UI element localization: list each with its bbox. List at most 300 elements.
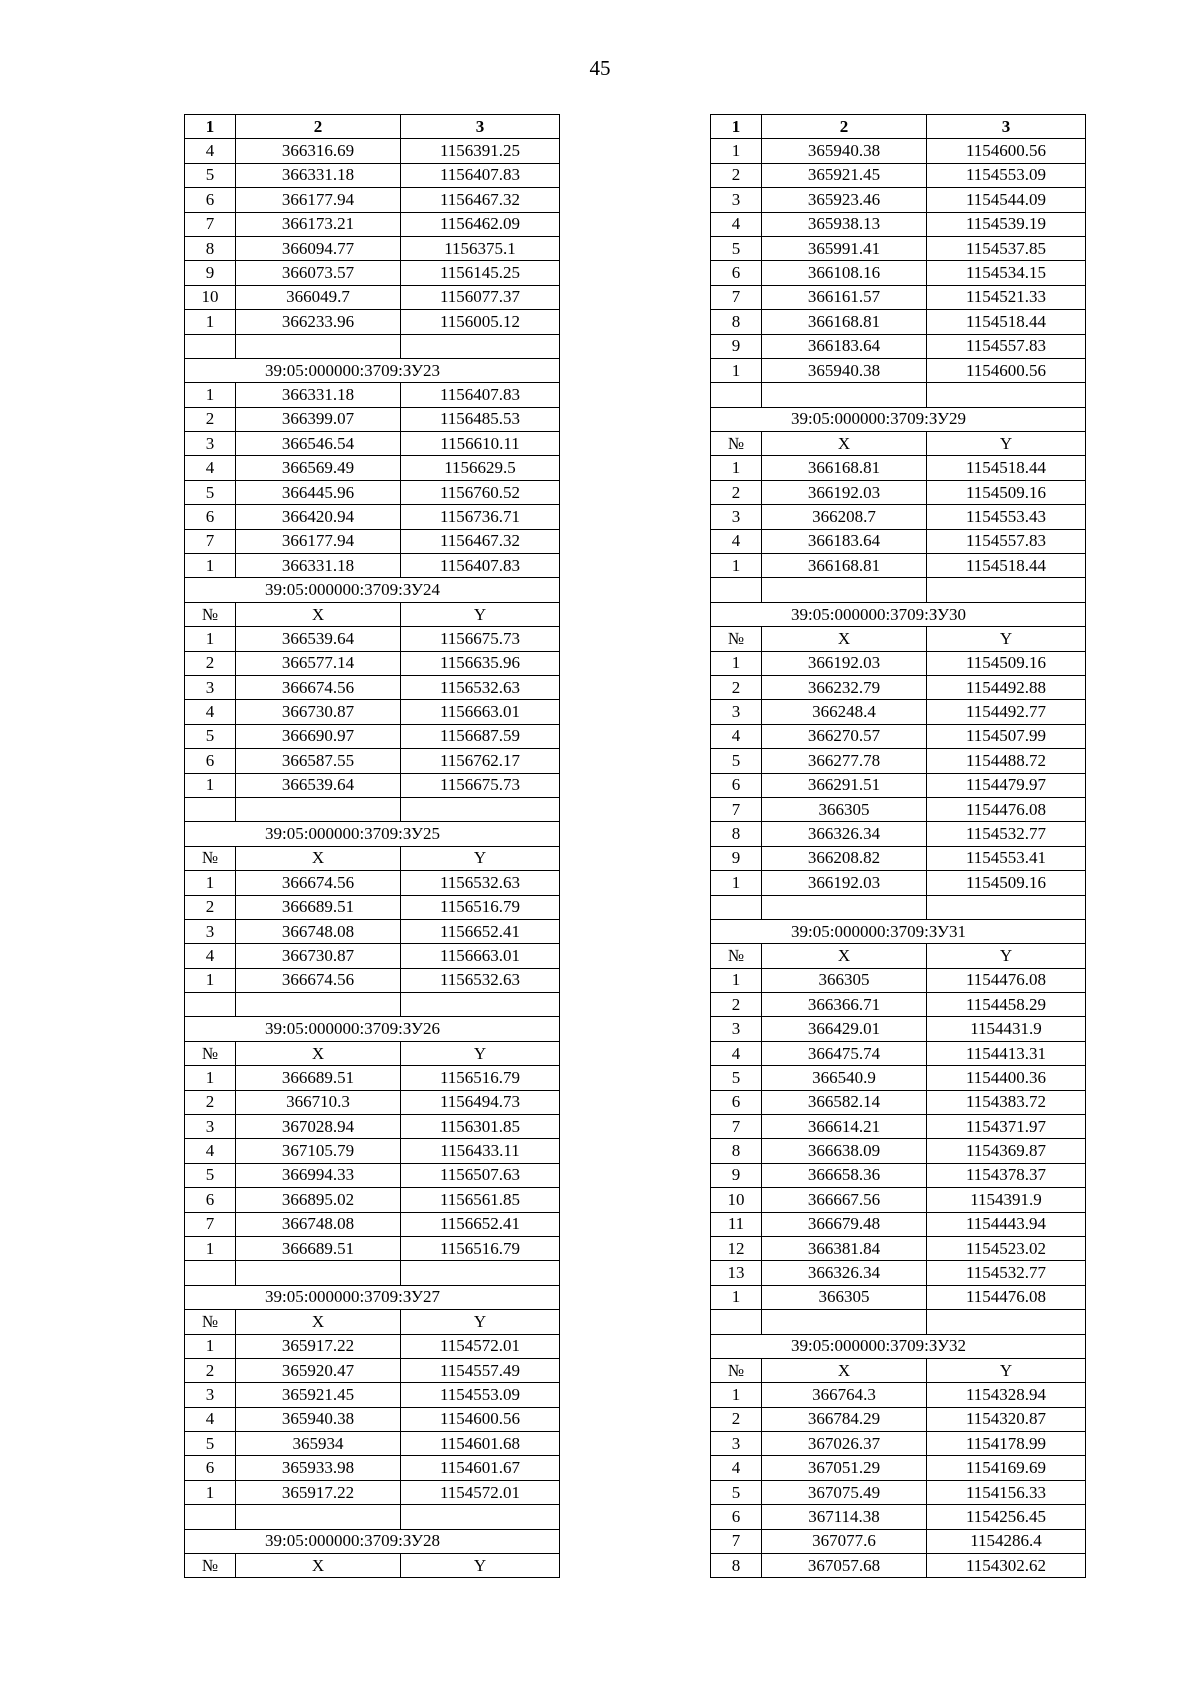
x-coordinate-cell: 366638.09	[762, 1139, 927, 1163]
empty-cell	[236, 1261, 401, 1285]
point-number-cell: 5	[185, 480, 236, 504]
table-row	[711, 1041, 1086, 1065]
empty-cell	[927, 1310, 1086, 1334]
point-number-cell: 8	[711, 822, 762, 846]
table-row	[711, 797, 1086, 821]
table-row	[185, 236, 560, 260]
table-row	[711, 212, 1086, 236]
table-row	[185, 1139, 560, 1163]
x-coordinate-cell: 366108.16	[762, 261, 927, 285]
x-coordinate-cell: 366366.71	[762, 993, 927, 1017]
table-row	[711, 261, 1086, 285]
point-number-cell: №	[185, 1310, 236, 1334]
point-number-cell: 2	[185, 1090, 236, 1114]
point-number-cell: 8	[185, 236, 236, 260]
table-row	[185, 1407, 560, 1431]
point-number-cell: 4	[185, 139, 236, 163]
y-coordinate-cell: 1156494.73	[401, 1090, 560, 1114]
x-coordinate-cell: 366582.14	[762, 1090, 927, 1114]
x-coordinate-cell: 366710.3	[236, 1090, 401, 1114]
point-number-cell: 9	[711, 334, 762, 358]
y-coordinate-cell: 1154518.44	[927, 554, 1086, 578]
table-row	[711, 1017, 1086, 1041]
y-coordinate-cell: 1156635.96	[401, 651, 560, 675]
blank-row	[185, 1505, 560, 1529]
table-row	[185, 1163, 560, 1187]
blank-row	[185, 993, 560, 1017]
point-number-cell: 3	[185, 919, 236, 943]
y-coordinate-cell: 1154523.02	[927, 1236, 1086, 1260]
x-coordinate-cell: 366233.96	[236, 310, 401, 334]
y-coordinate-cell: 3	[401, 115, 560, 139]
y-coordinate-cell: 1156561.85	[401, 1188, 560, 1212]
x-coordinate-cell: 366475.74	[762, 1041, 927, 1065]
x-coordinate-cell: 366730.87	[236, 700, 401, 724]
table-row	[711, 139, 1086, 163]
table-row	[711, 1456, 1086, 1480]
y-coordinate-cell: 1154572.01	[401, 1334, 560, 1358]
point-number-cell: 1	[185, 773, 236, 797]
table-row	[711, 749, 1086, 773]
y-coordinate-cell: 1156652.41	[401, 919, 560, 943]
x-coordinate-cell: 366291.51	[762, 773, 927, 797]
point-number-cell: 7	[185, 529, 236, 553]
x-coordinate-cell: 366094.77	[236, 236, 401, 260]
table-row	[711, 1139, 1086, 1163]
x-coordinate-cell: 366764.3	[762, 1383, 927, 1407]
point-number-cell: 6	[185, 505, 236, 529]
x-coordinate-cell: 365917.22	[236, 1334, 401, 1358]
table-row	[711, 700, 1086, 724]
y-coordinate-cell: 1156485.53	[401, 407, 560, 431]
table-row	[185, 749, 560, 773]
table-row	[711, 1529, 1086, 1553]
y-coordinate-cell: Y	[927, 627, 1086, 651]
table-row	[711, 1163, 1086, 1187]
point-number-cell: №	[711, 627, 762, 651]
y-coordinate-cell: 1154509.16	[927, 480, 1086, 504]
empty-cell	[185, 1505, 236, 1529]
table-row	[185, 529, 560, 553]
y-coordinate-cell: 1156532.63	[401, 871, 560, 895]
table-row	[185, 139, 560, 163]
y-coordinate-cell: 1154557.49	[401, 1358, 560, 1382]
x-coordinate-cell: 366569.49	[236, 456, 401, 480]
point-number-cell: 2	[185, 1358, 236, 1382]
y-coordinate-cell: 1154443.94	[927, 1212, 1086, 1236]
x-coordinate-cell: 367026.37	[762, 1432, 927, 1456]
x-coordinate-cell: 366192.03	[762, 651, 927, 675]
y-coordinate-cell: Y	[927, 1358, 1086, 1382]
empty-cell	[401, 1261, 560, 1285]
x-coordinate-cell: 367114.38	[762, 1505, 927, 1529]
x-coordinate-cell: 366540.9	[762, 1066, 927, 1090]
x-coordinate-cell: 366208.7	[762, 505, 927, 529]
x-coordinate-cell: 367077.6	[762, 1529, 927, 1553]
point-number-cell: 1	[185, 1066, 236, 1090]
table-row	[185, 773, 560, 797]
x-coordinate-cell: 365920.47	[236, 1358, 401, 1382]
table-row	[185, 1456, 560, 1480]
point-number-cell: 1	[711, 115, 762, 139]
parcel-title: 39:05:000000:3709:ЗУ31	[711, 919, 1086, 943]
page-number: 45	[589, 56, 611, 80]
y-coordinate-cell: 1154532.77	[927, 1261, 1086, 1285]
point-number-cell: 4	[185, 456, 236, 480]
x-coordinate-cell: 366674.56	[236, 968, 401, 992]
point-number-cell: 12	[711, 1236, 762, 1260]
blank-row	[185, 334, 560, 358]
point-number-cell: 2	[711, 480, 762, 504]
point-number-cell: 6	[185, 188, 236, 212]
point-number-cell: 1	[185, 627, 236, 651]
y-coordinate-cell: 1154553.43	[927, 505, 1086, 529]
x-coordinate-cell: 366730.87	[236, 944, 401, 968]
table-row	[711, 993, 1086, 1017]
point-number-cell: 3	[711, 1432, 762, 1456]
coordinates-table-left	[184, 114, 560, 1578]
y-coordinate-cell: 1156675.73	[401, 627, 560, 651]
table-row	[185, 212, 560, 236]
x-coordinate-cell: 366587.55	[236, 749, 401, 773]
x-coordinate-cell: X	[236, 602, 401, 626]
x-coordinate-cell: 365934	[236, 1432, 401, 1456]
x-coordinate-cell: 367105.79	[236, 1139, 401, 1163]
y-coordinate-cell: 1154557.83	[927, 529, 1086, 553]
x-coordinate-cell: 366331.18	[236, 163, 401, 187]
x-coordinate-cell: X	[236, 1041, 401, 1065]
parcel-title: 39:05:000000:3709:ЗУ24	[185, 578, 560, 602]
x-coordinate-cell: 366192.03	[762, 480, 927, 504]
x-coordinate-cell: 366248.4	[762, 700, 927, 724]
table-row	[711, 968, 1086, 992]
parcel-title-row	[711, 407, 1086, 431]
parcel-title: 39:05:000000:3709:ЗУ30	[711, 602, 1086, 626]
y-coordinate-cell: 1156391.25	[401, 139, 560, 163]
y-coordinate-cell: 1154156.33	[927, 1480, 1086, 1504]
x-coordinate-cell: 366546.54	[236, 432, 401, 456]
point-number-cell: 7	[185, 212, 236, 236]
blank-row	[185, 1261, 560, 1285]
point-number-cell: №	[711, 944, 762, 968]
y-coordinate-cell: 1154320.87	[927, 1407, 1086, 1431]
point-number-cell: 1	[711, 358, 762, 382]
table-row	[711, 1115, 1086, 1139]
point-number-cell: 1	[711, 139, 762, 163]
point-number-cell: 7	[711, 285, 762, 309]
table-row	[185, 480, 560, 504]
point-number-cell: 3	[711, 1017, 762, 1041]
blank-row	[711, 578, 1086, 602]
table-row	[185, 895, 560, 919]
y-coordinate-cell: 1154302.62	[927, 1554, 1086, 1578]
x-coordinate-cell: 365940.38	[762, 358, 927, 382]
y-coordinate-cell: 1156663.01	[401, 944, 560, 968]
table-row	[711, 1090, 1086, 1114]
y-coordinate-cell: 1154572.01	[401, 1480, 560, 1504]
y-coordinate-cell: 1156663.01	[401, 700, 560, 724]
y-coordinate-cell: 1154518.44	[927, 310, 1086, 334]
y-coordinate-cell: 1156736.71	[401, 505, 560, 529]
x-coordinate-cell: 366316.69	[236, 139, 401, 163]
x-coordinate-cell: 366445.96	[236, 480, 401, 504]
point-number-cell: 1	[711, 456, 762, 480]
x-coordinate-cell: 366748.08	[236, 1212, 401, 1236]
y-coordinate-cell: 1156467.32	[401, 529, 560, 553]
point-number-cell: №	[185, 1554, 236, 1578]
x-coordinate-cell: 365923.46	[762, 188, 927, 212]
x-coordinate-cell: 365991.41	[762, 236, 927, 260]
point-number-cell: 7	[711, 1529, 762, 1553]
y-coordinate-cell: 1154369.87	[927, 1139, 1086, 1163]
x-coordinate-cell: 366277.78	[762, 749, 927, 773]
y-coordinate-cell: 1154601.67	[401, 1456, 560, 1480]
point-number-cell: 4	[711, 1041, 762, 1065]
table-row	[185, 724, 560, 748]
table-row	[711, 1261, 1086, 1285]
table-row	[711, 944, 1086, 968]
point-number-cell: 4	[711, 529, 762, 553]
empty-cell	[185, 797, 236, 821]
x-coordinate-cell: 366305	[762, 797, 927, 821]
x-coordinate-cell: 366161.57	[762, 285, 927, 309]
x-coordinate-cell: 366183.64	[762, 529, 927, 553]
table-row	[185, 505, 560, 529]
x-coordinate-cell: 365921.45	[762, 163, 927, 187]
y-coordinate-cell: 1154378.37	[927, 1163, 1086, 1187]
point-number-cell: 1	[185, 1334, 236, 1358]
point-number-cell: 8	[711, 1554, 762, 1578]
table-row	[185, 1554, 560, 1578]
parcel-title-row	[185, 822, 560, 846]
point-number-cell: 1	[711, 651, 762, 675]
point-number-cell: 3	[711, 188, 762, 212]
table-row	[711, 846, 1086, 870]
point-number-cell: 7	[711, 1115, 762, 1139]
x-coordinate-cell: 366539.64	[236, 773, 401, 797]
table-row	[711, 1188, 1086, 1212]
x-coordinate-cell: 366232.79	[762, 675, 927, 699]
x-coordinate-cell: 366689.51	[236, 895, 401, 919]
x-coordinate-cell: 366270.57	[762, 724, 927, 748]
table-row	[185, 188, 560, 212]
y-coordinate-cell: 3	[927, 115, 1086, 139]
x-coordinate-cell: 366577.14	[236, 651, 401, 675]
point-number-cell: 6	[185, 1188, 236, 1212]
y-coordinate-cell: 1154476.08	[927, 1285, 1086, 1309]
table-row	[185, 285, 560, 309]
blank-row	[711, 1310, 1086, 1334]
table-row	[185, 1090, 560, 1114]
empty-cell	[236, 334, 401, 358]
x-coordinate-cell: X	[236, 1310, 401, 1334]
x-coordinate-cell: 366331.18	[236, 554, 401, 578]
point-number-cell: 1	[185, 1480, 236, 1504]
parcel-title-row	[185, 578, 560, 602]
point-number-cell: 1	[185, 968, 236, 992]
empty-cell	[401, 993, 560, 1017]
y-coordinate-cell: 1156433.11	[401, 1139, 560, 1163]
y-coordinate-cell: 1154391.9	[927, 1188, 1086, 1212]
table-row	[185, 1115, 560, 1139]
parcel-title-row	[185, 1285, 560, 1309]
y-coordinate-cell: Y	[401, 846, 560, 870]
y-coordinate-cell: 1154600.56	[401, 1407, 560, 1431]
table-row	[711, 627, 1086, 651]
y-coordinate-cell: 1156375.1	[401, 236, 560, 260]
point-number-cell: 1	[185, 1236, 236, 1260]
x-coordinate-cell: 366177.94	[236, 188, 401, 212]
y-coordinate-cell: 1156687.59	[401, 724, 560, 748]
point-number-cell: 8	[711, 1139, 762, 1163]
x-coordinate-cell: 366305	[762, 1285, 927, 1309]
empty-cell	[762, 895, 927, 919]
y-coordinate-cell: Y	[401, 1554, 560, 1578]
y-coordinate-cell: 1154458.29	[927, 993, 1086, 1017]
parcel-title: 39:05:000000:3709:ЗУ26	[185, 1017, 560, 1041]
x-coordinate-cell: 366658.36	[762, 1163, 927, 1187]
table-row	[185, 1383, 560, 1407]
x-coordinate-cell: 366326.34	[762, 822, 927, 846]
point-number-cell: 5	[711, 236, 762, 260]
y-coordinate-cell: 1154557.83	[927, 334, 1086, 358]
table-row	[711, 188, 1086, 212]
point-number-cell: 1	[185, 554, 236, 578]
point-number-cell: 6	[711, 773, 762, 797]
coordinates-table-right	[710, 114, 1086, 1578]
x-coordinate-cell: 366049.7	[236, 285, 401, 309]
point-number-cell: 4	[185, 1139, 236, 1163]
point-number-cell: 4	[185, 700, 236, 724]
table-row	[711, 1066, 1086, 1090]
table-row	[711, 358, 1086, 382]
y-coordinate-cell: 1154492.88	[927, 675, 1086, 699]
table-row	[185, 456, 560, 480]
y-coordinate-cell: 1154383.72	[927, 1090, 1086, 1114]
point-number-cell: 1	[711, 1285, 762, 1309]
table-row	[185, 1334, 560, 1358]
x-coordinate-cell: 366305	[762, 968, 927, 992]
empty-cell	[711, 895, 762, 919]
x-coordinate-cell: 366429.01	[762, 1017, 927, 1041]
y-coordinate-cell: 1156462.09	[401, 212, 560, 236]
table-row	[711, 1212, 1086, 1236]
table-row	[185, 261, 560, 285]
table-row	[711, 1407, 1086, 1431]
x-coordinate-cell: 366399.07	[236, 407, 401, 431]
table-row	[711, 334, 1086, 358]
table-row	[711, 285, 1086, 309]
point-number-cell: 9	[711, 846, 762, 870]
y-coordinate-cell: 1154413.31	[927, 1041, 1086, 1065]
table-row	[711, 724, 1086, 748]
x-coordinate-cell: 366674.56	[236, 871, 401, 895]
table-row	[711, 1554, 1086, 1578]
y-coordinate-cell: 1154328.94	[927, 1383, 1086, 1407]
y-coordinate-cell: 1154544.09	[927, 188, 1086, 212]
point-number-cell: 3	[711, 700, 762, 724]
x-coordinate-cell: 367028.94	[236, 1115, 401, 1139]
x-coordinate-cell: X	[762, 627, 927, 651]
x-coordinate-cell: 366177.94	[236, 529, 401, 553]
x-coordinate-cell: 2	[762, 115, 927, 139]
table-row	[185, 407, 560, 431]
empty-cell	[185, 993, 236, 1017]
y-coordinate-cell: 1154431.9	[927, 1017, 1086, 1041]
table-row	[185, 1212, 560, 1236]
x-coordinate-cell: X	[236, 1554, 401, 1578]
x-coordinate-cell: 366192.03	[762, 871, 927, 895]
table-row	[711, 871, 1086, 895]
x-coordinate-cell: 366895.02	[236, 1188, 401, 1212]
table-row	[185, 1310, 560, 1334]
x-coordinate-cell: 365940.38	[236, 1407, 401, 1431]
table-row	[185, 1358, 560, 1382]
y-coordinate-cell: 1156077.37	[401, 285, 560, 309]
y-coordinate-cell: 1154507.99	[927, 724, 1086, 748]
x-coordinate-cell: 366689.51	[236, 1236, 401, 1260]
y-coordinate-cell: 1156532.63	[401, 675, 560, 699]
y-coordinate-cell: 1156652.41	[401, 1212, 560, 1236]
x-coordinate-cell: X	[236, 846, 401, 870]
y-coordinate-cell: 1154509.16	[927, 871, 1086, 895]
y-coordinate-cell: Y	[401, 1041, 560, 1065]
point-number-cell: 3	[711, 505, 762, 529]
table-row	[711, 480, 1086, 504]
empty-cell	[401, 797, 560, 821]
y-coordinate-cell: 1156516.79	[401, 1066, 560, 1090]
x-coordinate-cell: 366073.57	[236, 261, 401, 285]
x-coordinate-cell: 366183.64	[762, 334, 927, 358]
empty-cell	[762, 383, 927, 407]
point-number-cell: 5	[185, 724, 236, 748]
x-coordinate-cell: 366784.29	[762, 1407, 927, 1431]
table-row	[185, 163, 560, 187]
table-row	[711, 529, 1086, 553]
x-coordinate-cell: 366208.82	[762, 846, 927, 870]
table-row	[185, 602, 560, 626]
point-number-cell: 13	[711, 1261, 762, 1285]
x-coordinate-cell: 365933.98	[236, 1456, 401, 1480]
point-number-cell: 1	[185, 383, 236, 407]
table-row	[185, 1236, 560, 1260]
table-row	[711, 1432, 1086, 1456]
table-row	[711, 1358, 1086, 1382]
table-row	[711, 1505, 1086, 1529]
point-number-cell: 9	[185, 261, 236, 285]
parcel-title: 39:05:000000:3709:ЗУ28	[185, 1529, 560, 1553]
y-coordinate-cell: 1154476.08	[927, 968, 1086, 992]
table-row	[185, 1041, 560, 1065]
table-row	[185, 968, 560, 992]
x-coordinate-cell: X	[762, 1358, 927, 1382]
point-number-cell: 4	[711, 724, 762, 748]
empty-cell	[236, 1505, 401, 1529]
x-coordinate-cell: 365940.38	[762, 139, 927, 163]
x-coordinate-cell: 365921.45	[236, 1383, 401, 1407]
point-number-cell: №	[185, 602, 236, 626]
y-coordinate-cell: 1156675.73	[401, 773, 560, 797]
x-coordinate-cell: 366173.21	[236, 212, 401, 236]
y-coordinate-cell: 1154553.41	[927, 846, 1086, 870]
column-number-row	[711, 115, 1086, 139]
point-number-cell: 10	[185, 285, 236, 309]
y-coordinate-cell: 1154553.09	[927, 163, 1086, 187]
x-coordinate-cell: 366614.21	[762, 1115, 927, 1139]
table-row	[185, 1188, 560, 1212]
empty-cell	[401, 1505, 560, 1529]
empty-cell	[236, 797, 401, 821]
